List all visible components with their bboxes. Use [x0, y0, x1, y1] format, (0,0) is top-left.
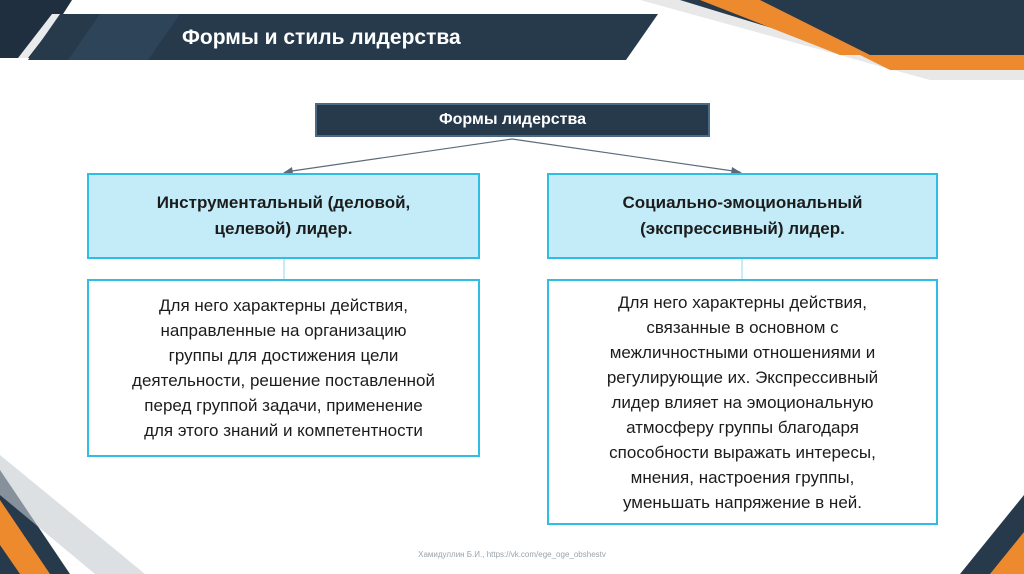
branch-heading-instrumental: Инструментальный (деловой, целевой) лидер. [87, 173, 480, 259]
slide-title-bar [150, 17, 620, 59]
branch-heading-social-emotional: Социально-эмоциональный (экспрессивный) лидер. [547, 173, 938, 259]
slide-title: Формы и стиль лидерства [182, 26, 461, 49]
footer-credit: Хамидуллин Б.И., https://vk.com/ege_oge_obshestv [418, 550, 606, 559]
connector-right [512, 139, 740, 172]
connector-left [285, 139, 512, 172]
root-node: Формы лидерства [315, 103, 710, 137]
description-social-emotional: Для него характерны действия, связанные в основном с межличностными отношениями и регулирующие их. Экспрессивный лидер влияет на эмоциональную атмосферу группы благодаря способности выражать интересы, мнения, настроения группы, уменьшать напряжение в ней. [547, 279, 938, 525]
corner-shape-top-right-orange [860, 55, 1024, 70]
description-instrumental: Для него характерны действия, направленные на организацию группы для достижения цели деятельности, решение поставленной перед группой задачи, применение для этого знаний и компетентности [87, 279, 480, 457]
